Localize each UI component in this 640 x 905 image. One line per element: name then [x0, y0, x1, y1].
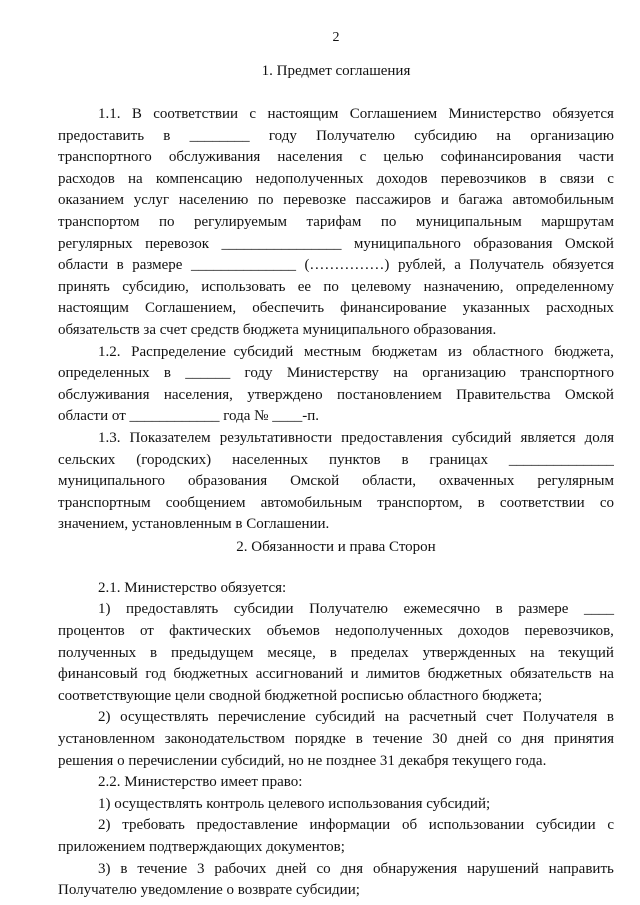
word: дней [276, 860, 307, 877]
word: Омской [564, 235, 614, 252]
word: Получателя [522, 709, 598, 726]
word: нарушений [467, 860, 539, 877]
word: определенных [58, 365, 150, 382]
word: бюджетных [427, 666, 503, 683]
word: в [120, 860, 128, 877]
text-line [58, 385, 614, 407]
word: порядке [294, 731, 346, 748]
word: 2.1. Министерство обязуется: [98, 579, 287, 596]
text-line [58, 169, 614, 191]
word: полученных [58, 644, 137, 661]
word: перевозок [145, 235, 210, 252]
word: на [529, 644, 545, 661]
word: регулярным [537, 473, 614, 490]
word: с [607, 170, 614, 187]
word: рабочих [214, 860, 267, 877]
word: муниципального [58, 473, 166, 490]
word: год [145, 666, 166, 683]
text-line [58, 578, 614, 600]
word: 1.2. [98, 343, 121, 360]
word: ежемесячно [403, 601, 481, 618]
word: 30 [432, 731, 448, 748]
word: Соглашением, [144, 300, 237, 317]
word: использовать [201, 278, 286, 295]
word: регулярных [58, 235, 133, 252]
word: регулируемым [194, 213, 288, 230]
word: организацию [530, 127, 614, 144]
paragraph-2-1-title [58, 578, 614, 600]
word: предоставить [58, 127, 145, 144]
word: ____ [583, 601, 614, 618]
word: об [401, 817, 418, 834]
word: перевозчиков, [524, 623, 614, 640]
word: принятия [554, 731, 614, 748]
text-line [58, 234, 614, 256]
word: пассажиров [355, 192, 432, 209]
word: месяце, [267, 644, 316, 661]
document-page [58, 30, 614, 902]
word: В [131, 106, 142, 122]
word: в [401, 451, 409, 468]
text-line [58, 664, 614, 686]
word: а [454, 257, 461, 274]
word: доходов [458, 623, 510, 640]
word: счет [485, 709, 514, 726]
word: транспортом [58, 213, 140, 230]
paragraph-2-1-1 [58, 599, 614, 707]
word: образования [473, 235, 553, 252]
word: в [539, 170, 547, 187]
word: перевозчиков [440, 170, 527, 187]
word: установленном [58, 731, 155, 748]
word: приложением подтверждающих документов; [58, 839, 345, 855]
word: финансовый [58, 666, 138, 683]
word: настоящим [58, 300, 129, 317]
word: Соглашением [349, 106, 438, 122]
word: ______________ [190, 257, 296, 274]
word: населения, [163, 386, 233, 403]
word: (городских) [136, 451, 212, 468]
word: соответствии [153, 106, 239, 122]
word: Омской [564, 386, 614, 403]
text-line [58, 342, 614, 364]
word: области [58, 257, 109, 274]
text-line [58, 255, 614, 277]
word: принять [58, 278, 110, 295]
word: Показателем [129, 429, 211, 446]
word: течение [372, 731, 423, 748]
word: в [150, 644, 158, 661]
word: охваченных [438, 473, 515, 490]
word: Омской [290, 473, 340, 490]
word: настоящим [267, 106, 339, 122]
paragraph-2-2-2 [58, 815, 614, 858]
text-line [58, 599, 614, 621]
word: со [599, 494, 614, 511]
word: организацию [422, 365, 506, 382]
word: Правительства [456, 386, 551, 403]
word: в [355, 731, 363, 748]
word: транспортного [520, 365, 614, 382]
word: маршрутам [541, 213, 614, 230]
word: местным [303, 343, 362, 360]
word: в [606, 709, 614, 726]
word: недополученных [335, 623, 443, 640]
word: по [380, 213, 397, 230]
word: 2) [98, 709, 111, 726]
text-line [58, 298, 614, 320]
word: и [350, 666, 359, 683]
word: расходов [58, 170, 115, 187]
word: направить [548, 860, 614, 877]
word: тарифам [306, 213, 362, 230]
word: бюджетных [173, 666, 249, 683]
text-line [58, 363, 614, 385]
word: сельских [58, 451, 116, 468]
word: Министерству [286, 365, 379, 382]
word: транспортного [58, 149, 152, 166]
word: компенсацию [155, 170, 243, 187]
word: муниципального [353, 235, 461, 252]
word: дня [521, 731, 545, 748]
word: 2.2. Министерство имеет право: [98, 774, 303, 791]
word: на [384, 709, 400, 726]
word: на [496, 127, 512, 144]
word: пределах [350, 644, 409, 661]
word: постановлением [337, 386, 442, 403]
word: населения [277, 149, 343, 166]
text-line [58, 729, 614, 751]
word: расходных [546, 300, 614, 317]
word: обязуется [552, 257, 614, 274]
word: с [249, 106, 257, 122]
text-line [58, 277, 614, 299]
word: дня [340, 860, 364, 877]
word: пунктов [328, 451, 381, 468]
word: ассигнований [255, 666, 343, 683]
word: бюджета, [554, 343, 614, 360]
word: размере [132, 257, 183, 274]
word: муниципальным [415, 213, 522, 230]
word: лимитов [366, 666, 421, 683]
word: на [127, 170, 143, 187]
word: обнаружения [372, 860, 458, 877]
word: населенных [232, 451, 309, 468]
word: Получателю уведомление о возврате субсидии; [58, 882, 360, 899]
word: доля [584, 429, 614, 446]
word: границах [429, 451, 489, 468]
word: в [495, 601, 503, 618]
word: информации [309, 817, 391, 834]
word: субсидию [414, 127, 478, 144]
word: значением, установленным в Соглашении. [58, 516, 330, 533]
word: текущий [558, 644, 614, 661]
word: перевозке [283, 192, 347, 209]
word: течение [137, 860, 188, 877]
word: области от ____________ года № ____-п. [58, 408, 319, 425]
word: предоставления [341, 429, 443, 446]
word: субсидию, [122, 278, 189, 295]
word: соответствии [499, 494, 585, 511]
word: 2) [98, 817, 111, 834]
word: 1) [98, 601, 111, 618]
word: ________________ [221, 235, 342, 252]
paragraph-2-2-3 [58, 859, 614, 902]
word: областного [472, 343, 544, 360]
word: обязуется [552, 106, 614, 122]
word: софинансирования [440, 149, 562, 166]
word: в [329, 644, 337, 661]
word: оказанием [58, 192, 125, 209]
text-line [58, 212, 614, 234]
word: финансирование [340, 300, 447, 317]
text-line [58, 406, 614, 428]
text-line [58, 772, 614, 794]
word: году [268, 127, 297, 144]
text-line [58, 859, 614, 881]
word: автомобильным [512, 192, 614, 209]
word: обеспечить [252, 300, 325, 317]
word: ______ [185, 365, 231, 382]
word: от [140, 623, 154, 640]
word: целевому [351, 278, 412, 295]
word: и [440, 192, 449, 209]
text-line [58, 514, 614, 536]
word: осуществлять [120, 709, 209, 726]
text-line [58, 190, 614, 212]
text-line [58, 428, 614, 450]
word: с [359, 149, 367, 166]
text-line [58, 643, 614, 665]
text-line [58, 450, 614, 472]
word: году [244, 365, 273, 382]
word: субсидий [451, 429, 512, 446]
text-line [58, 147, 614, 169]
word: (……………) [304, 257, 390, 274]
text-line [58, 815, 614, 837]
word: рублей, [397, 257, 446, 274]
word: багажа [458, 192, 503, 209]
word: решения о перечислении субсидий, но не позднее 31 декабря текущего года. [58, 752, 547, 769]
word: предоставление [196, 817, 298, 834]
section-2-heading: 2. Обязанности и права Сторон [236, 538, 436, 555]
section-1-heading: 1. Предмет соглашения [261, 63, 411, 79]
word: 1.1. [98, 106, 121, 122]
paragraph-2-2-1 [58, 794, 614, 816]
word: законодательством [164, 731, 285, 748]
word: сообщением [165, 494, 246, 511]
word: субсидий [315, 709, 375, 726]
word: предыдущем [171, 644, 254, 661]
word: предоставлять [126, 601, 219, 618]
paragraph-1-2 [58, 342, 614, 428]
text-line [58, 880, 614, 902]
word: ________ [189, 127, 250, 144]
word: по [258, 192, 274, 209]
word: связи [559, 170, 595, 187]
word: обязательств [509, 666, 592, 683]
word: указанных [462, 300, 531, 317]
word: 1) осуществлять контроль целевого использования субсидий; [98, 795, 491, 812]
word: соответствующие цели сводной бюджетной росписью областного бюджета; [58, 687, 543, 704]
page-number: 2 [332, 30, 340, 45]
word: 1.3. [98, 429, 121, 446]
word: транспортом, [377, 494, 463, 511]
word: части [578, 149, 614, 166]
word: услуг [133, 192, 170, 209]
text-line [58, 621, 614, 643]
word: субсидии [233, 601, 294, 618]
text-line [58, 320, 614, 342]
word: населению [178, 192, 249, 209]
word: объемов [266, 623, 320, 640]
word: на [599, 666, 614, 683]
word: дней [457, 731, 488, 748]
paragraph-2-2-title [58, 772, 614, 794]
word: ее [297, 278, 312, 295]
text-line [58, 707, 614, 729]
text-line [58, 493, 614, 515]
word: утвержденных [422, 644, 517, 661]
paragraph-1-3 [58, 428, 614, 536]
word: бюджетам [371, 343, 438, 360]
paragraph-1-1 [58, 104, 614, 342]
text-line [58, 104, 614, 126]
paragraph-2-1-2 [58, 707, 614, 772]
word: обязательств за счет средств бюджета муниципального образования. [58, 321, 497, 338]
text-line [58, 471, 614, 493]
word: по [323, 278, 339, 295]
word: целью [383, 149, 424, 166]
word: в [163, 365, 171, 382]
word: в [163, 127, 171, 144]
word: Получатель [469, 257, 544, 274]
text-line [58, 751, 614, 773]
text-line [58, 126, 614, 148]
word: процентов [58, 623, 125, 640]
word: определенному [515, 278, 614, 295]
text-line [58, 794, 614, 816]
word: результативности [219, 429, 333, 446]
word: доходов [376, 170, 428, 187]
word: образования [188, 473, 268, 490]
word: 3 [196, 860, 205, 877]
word: требовать [122, 817, 185, 834]
word: расчетный [408, 709, 477, 726]
word: Распределение субсидий [131, 343, 294, 360]
word: области, [362, 473, 416, 490]
word: утверждено [247, 386, 323, 403]
word: на [393, 365, 408, 382]
word: субсидии [535, 817, 596, 834]
word: Получателю [316, 127, 395, 144]
word: Получателю [309, 601, 388, 618]
word: со [497, 731, 512, 748]
word: обслуживания [58, 386, 150, 403]
word: является [520, 429, 576, 446]
word: Министерство [448, 106, 542, 122]
word: в [116, 257, 124, 274]
word: 3) [98, 860, 111, 877]
text-line [58, 837, 614, 859]
word: транспортным [58, 494, 151, 511]
word: автомобильным [260, 494, 363, 511]
word: со [316, 860, 331, 877]
word: фактических [169, 623, 252, 640]
word: назначению, [423, 278, 504, 295]
word: перечисление [218, 709, 306, 726]
word: с [607, 817, 614, 834]
word: из [448, 343, 462, 360]
word: ______________ [508, 451, 614, 468]
word: использовании [428, 817, 525, 834]
word: обслуживания [168, 149, 261, 166]
word: в [477, 494, 485, 511]
word: недополученных [255, 170, 364, 187]
word: по [158, 213, 175, 230]
word: размере [518, 601, 569, 618]
text-line [58, 686, 614, 708]
